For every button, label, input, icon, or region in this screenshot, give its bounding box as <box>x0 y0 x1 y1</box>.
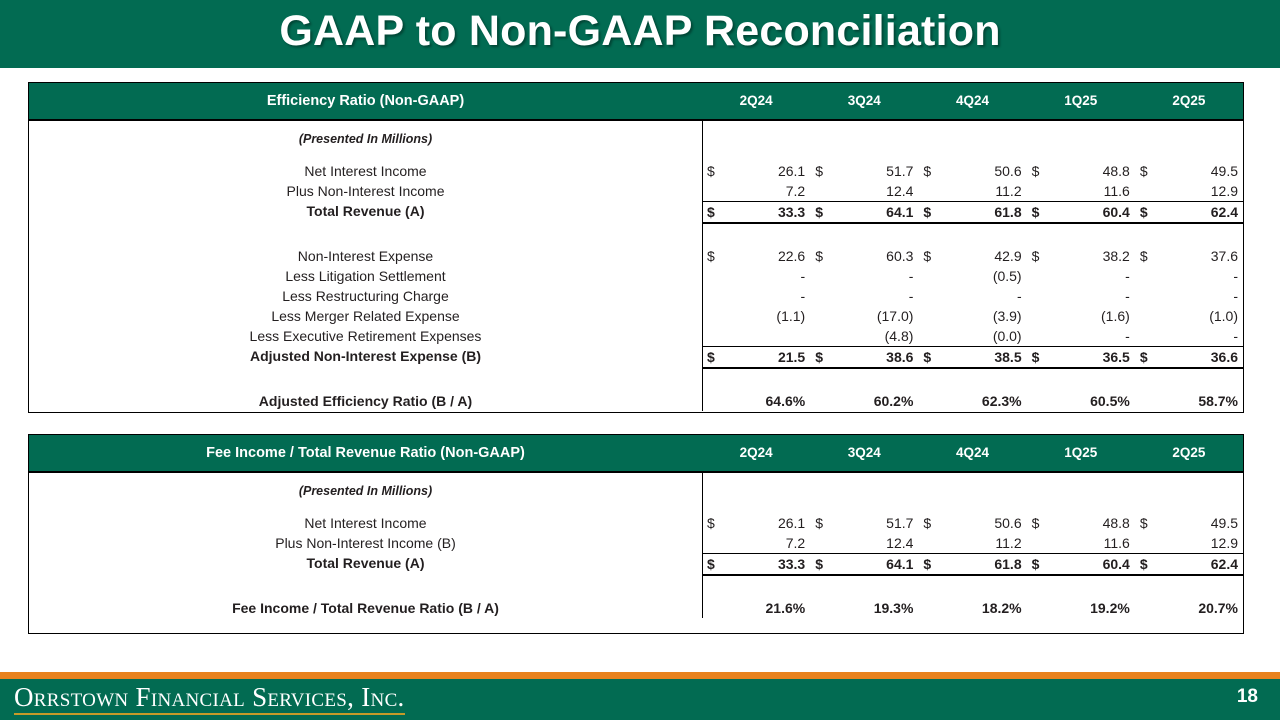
table-row <box>29 481 1243 501</box>
cell: $ 49.5 <box>1139 163 1239 179</box>
row-values <box>702 306 1243 326</box>
cell: $ 22.6 <box>707 248 806 264</box>
row-label: Less Litigation Settlement <box>285 268 446 284</box>
column-header-1q25: 1Q25 <box>1064 93 1098 108</box>
spacer <box>29 576 1243 598</box>
efficiency-column-headers <box>702 83 1243 119</box>
page-number: 18 <box>1236 686 1258 707</box>
efficiency-table-body <box>29 121 1243 411</box>
table-row <box>29 266 1243 286</box>
cell: (1.6) <box>1101 308 1130 324</box>
cell: (0.0) <box>992 328 1022 344</box>
row-values <box>702 391 1243 411</box>
spacer <box>29 473 1243 481</box>
cell: - <box>1016 288 1022 304</box>
cell: $ 49.5 <box>1139 515 1239 531</box>
cell: (1.1) <box>776 308 806 324</box>
cell: - <box>908 288 914 304</box>
cell: 7.2 <box>785 535 806 551</box>
cell <box>1135 481 1243 501</box>
table-row-result <box>29 598 1243 618</box>
row-label: Plus Non-Interest Income (B) <box>275 535 456 551</box>
table-row <box>29 533 1243 553</box>
row-label: Less Restructuring Charge <box>282 288 449 304</box>
company-logo: Orrstown Financial Services, Inc. <box>14 683 405 715</box>
column-header-3q24: 3Q24 <box>847 93 881 108</box>
row-values <box>702 481 1243 501</box>
cell: $ 26.1 <box>707 163 806 179</box>
column-header-2q25: 2Q25 <box>1172 445 1206 460</box>
cell: - <box>800 268 806 284</box>
cell: - <box>1233 268 1239 284</box>
cell: $ 61.8 <box>923 204 1022 220</box>
cell: (4.8) <box>884 328 914 344</box>
column-header-1q25: 1Q25 <box>1064 445 1098 460</box>
cell: $ 33.3 <box>707 204 806 220</box>
cell: $ 38.6 <box>815 349 914 365</box>
cell: 60.2% <box>873 393 914 409</box>
table-row-subtotal <box>29 553 1243 576</box>
spacer <box>29 121 1243 129</box>
cell: (3.9) <box>992 308 1022 324</box>
fee-income-ratio-table <box>28 434 1244 634</box>
row-values <box>702 161 1243 181</box>
cell: $ 50.6 <box>923 515 1022 531</box>
cell <box>702 129 810 149</box>
cell: $ 60.4 <box>1031 556 1130 572</box>
cell: - <box>1125 288 1130 304</box>
cell: 12.9 <box>1210 535 1239 551</box>
table-row <box>29 326 1243 346</box>
row-label: Net Interest Income <box>304 515 427 531</box>
column-header-3q24: 3Q24 <box>847 445 881 460</box>
row-label: Adjusted Non-Interest Expense (B) <box>249 348 482 364</box>
cell <box>1027 129 1135 149</box>
cell: (0.5) <box>992 268 1022 284</box>
table-row <box>29 181 1243 201</box>
cell: 64.6% <box>765 393 806 409</box>
cell: $ 51.7 <box>815 515 914 531</box>
efficiency-table-title: Efficiency Ratio (Non-GAAP) <box>266 93 465 109</box>
presented-in-millions-note: (Presented In Millions) <box>298 132 433 146</box>
cell <box>918 481 1026 501</box>
row-values <box>702 286 1243 306</box>
slide-title-band <box>0 0 1280 68</box>
cell <box>810 481 918 501</box>
cell: 21.6% <box>765 600 806 616</box>
cell: $ 60.3 <box>815 248 914 264</box>
column-header-2q24: 2Q24 <box>739 93 773 108</box>
column-header-4q24: 4Q24 <box>955 93 990 108</box>
cell: (1.0) <box>1209 308 1239 324</box>
row-values <box>702 201 1243 224</box>
cell: $ 61.8 <box>923 556 1022 572</box>
spacer <box>29 149 1243 161</box>
cell: 12.9 <box>1210 183 1239 199</box>
fee-table-body <box>29 473 1243 618</box>
table-row-subtotal <box>29 201 1243 224</box>
table-row-result <box>29 391 1243 411</box>
cell <box>810 129 918 149</box>
table-row <box>29 161 1243 181</box>
cell: $ 64.1 <box>815 556 914 572</box>
table-row <box>29 306 1243 326</box>
efficiency-ratio-table <box>28 82 1244 413</box>
cell: 62.3% <box>981 393 1022 409</box>
cell: $ 60.4 <box>1031 204 1130 220</box>
row-values <box>702 266 1243 286</box>
cell: - <box>1233 288 1239 304</box>
row-values <box>702 181 1243 201</box>
row-label: Non-Interest Expense <box>297 248 434 264</box>
cell <box>702 326 810 346</box>
row-values <box>702 513 1243 533</box>
cell: 7.2 <box>785 183 806 199</box>
presented-in-millions-note: (Presented In Millions) <box>298 484 433 498</box>
cell: $ 62.4 <box>1139 204 1239 220</box>
row-values <box>702 326 1243 346</box>
footer-accent-bar <box>0 672 1280 679</box>
cell: $ 50.6 <box>923 163 1022 179</box>
cell: 20.7% <box>1198 600 1239 616</box>
cell: $ 64.1 <box>815 204 914 220</box>
cell <box>1135 129 1243 149</box>
row-values <box>702 346 1243 369</box>
spacer <box>29 369 1243 391</box>
cell: 11.6 <box>1103 183 1130 199</box>
cell: $ 51.7 <box>815 163 914 179</box>
row-label: Adjusted Efficiency Ratio (B / A) <box>258 393 473 409</box>
cell: $ 33.3 <box>707 556 806 572</box>
cell <box>1027 481 1135 501</box>
cell: $ 21.5 <box>707 349 806 365</box>
table-row <box>29 246 1243 266</box>
efficiency-table-header <box>29 83 1243 121</box>
row-values <box>702 246 1243 266</box>
column-header-4q24: 4Q24 <box>955 445 990 460</box>
cell <box>918 129 1026 149</box>
cell: - <box>1125 328 1130 344</box>
row-values <box>702 553 1243 576</box>
cell: $ 37.6 <box>1139 248 1239 264</box>
page-title: GAAP to Non-GAAP Reconciliation <box>279 7 1001 55</box>
cell: 19.2% <box>1090 600 1130 616</box>
column-header-2q25: 2Q25 <box>1172 93 1206 108</box>
cell: 18.2% <box>981 600 1022 616</box>
cell: 60.5% <box>1090 393 1130 409</box>
fee-table-title: Fee Income / Total Revenue Ratio (Non-GAAP) <box>206 445 525 461</box>
cell: - <box>1233 328 1239 344</box>
cell: $ 36.5 <box>1031 349 1130 365</box>
cell: - <box>908 268 914 284</box>
cell: $ 36.6 <box>1139 349 1239 365</box>
fee-column-headers <box>702 435 1243 471</box>
cell: 12.4 <box>886 535 914 551</box>
row-label: Net Interest Income <box>304 163 427 179</box>
cell: 12.4 <box>886 183 914 199</box>
cell: - <box>1125 268 1130 284</box>
row-label: Total Revenue (A) <box>306 555 425 571</box>
cell: 11.2 <box>995 183 1022 199</box>
row-label: Less Executive Retirement Expenses <box>249 328 482 344</box>
cell: - <box>800 288 806 304</box>
cell <box>702 481 810 501</box>
table-row <box>29 286 1243 306</box>
row-values <box>702 533 1243 553</box>
row-values <box>702 598 1243 618</box>
table-row-subtotal <box>29 346 1243 369</box>
cell: $ 38.5 <box>923 349 1022 365</box>
cell: $ 42.9 <box>923 248 1022 264</box>
spacer <box>29 224 1243 246</box>
row-label: Fee Income / Total Revenue Ratio (B / A) <box>232 600 499 616</box>
cell: 19.3% <box>873 600 914 616</box>
row-label: Total Revenue (A) <box>306 203 425 219</box>
cell: 11.6 <box>1103 535 1130 551</box>
row-values <box>702 129 1243 149</box>
cell: (17.0) <box>876 308 914 324</box>
spacer <box>29 501 1243 513</box>
cell: $ 48.8 <box>1031 163 1130 179</box>
cell: $ 48.8 <box>1031 515 1130 531</box>
cell: $ 26.1 <box>707 515 806 531</box>
fee-table-header <box>29 435 1243 473</box>
cell: $ 38.2 <box>1031 248 1130 264</box>
cell: 11.2 <box>995 535 1022 551</box>
table-row <box>29 129 1243 149</box>
row-label: Plus Non-Interest Income <box>286 183 445 199</box>
row-label: Less Merger Related Expense <box>271 308 460 324</box>
table-row <box>29 513 1243 533</box>
cell: 58.7% <box>1198 393 1239 409</box>
column-header-2q24: 2Q24 <box>739 445 773 460</box>
cell: $ 62.4 <box>1139 556 1239 572</box>
